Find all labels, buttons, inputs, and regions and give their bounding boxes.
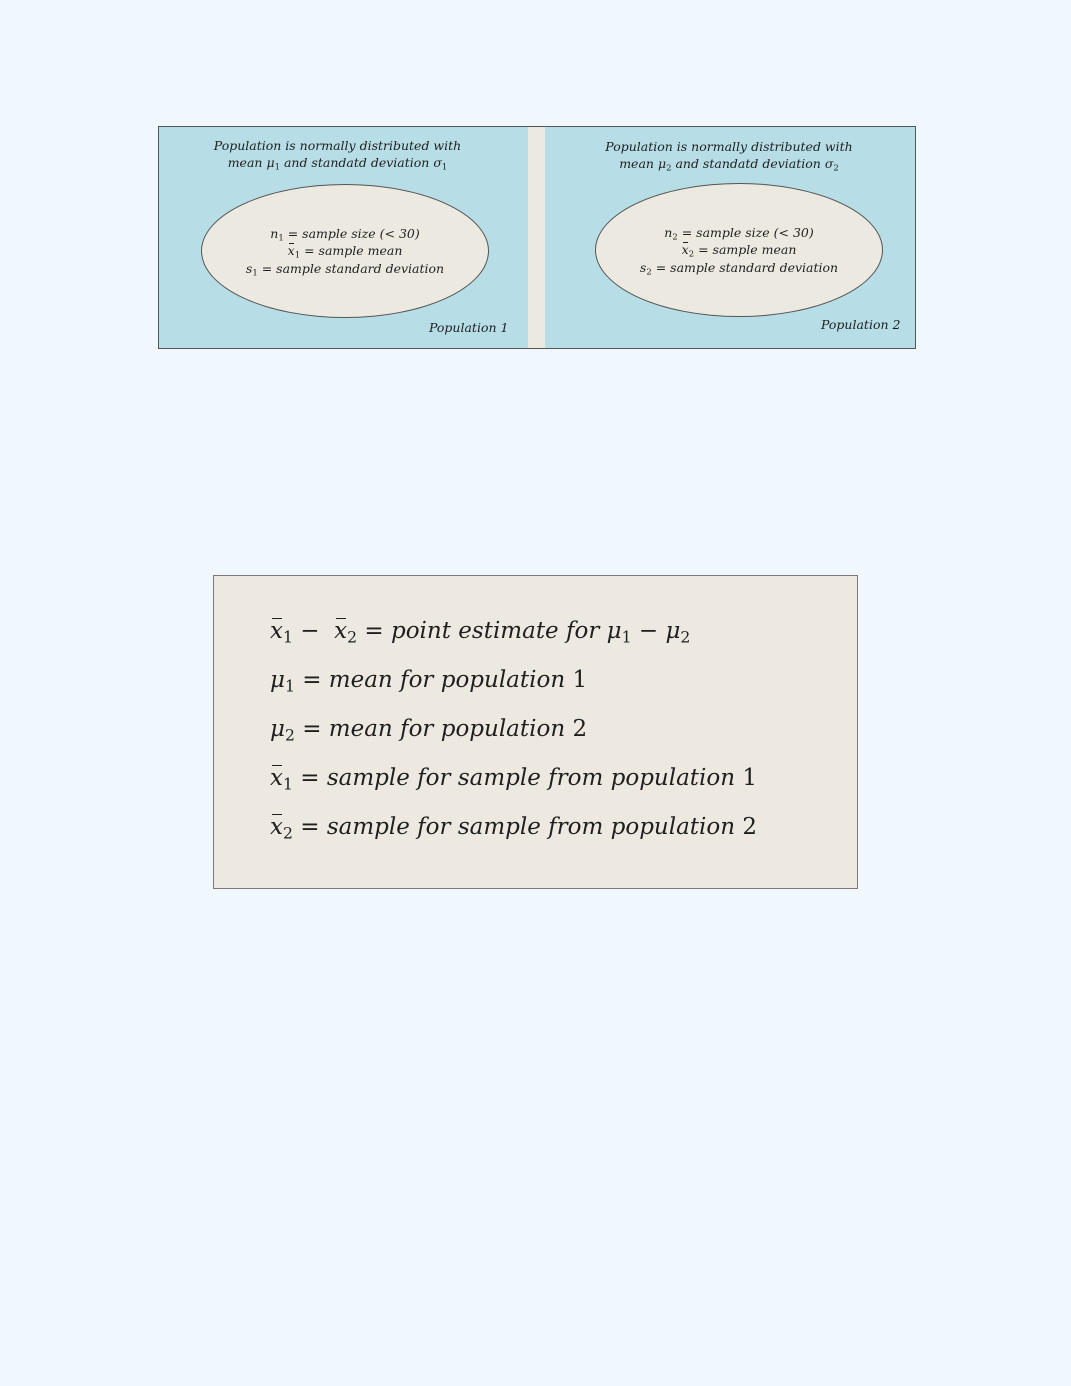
population-2-description-line2: mean $\mu_2$ and standatd deviation $\sigma_2$ [619,156,839,174]
sample-1-ellipse [201,184,489,318]
population-2-description [545,138,915,172]
sample-1-mean: $x_1$ = sample mean [287,243,403,261]
population-1-label: Population 1 [429,320,509,335]
sample-1-size: $n_1$ = sample size (< 30) [270,225,420,244]
population-1-panel [159,127,528,348]
population-1-description [159,137,528,171]
definition-point-estimate: $x_1 - x_2$ = point estimate for $\mu_1 - \mu_2$ [270,618,691,647]
sample-2-ellipse [595,183,883,317]
population-2-description-line1: Population is normally distributed with [605,139,853,154]
population-1-description-line1: Population is normally distributed with [213,138,462,153]
definition-xbar-2: $x_2$ = sample for sample from population 2 [270,814,758,843]
sample-1-std-dev: $s_1$ = sample standard deviation [245,260,445,279]
population-2-label: Population 2 [821,317,901,332]
sample-2-mean: $x_2$ = sample mean [681,242,797,260]
definition-mu-1: $\mu_1$ = mean for population 1 [270,667,588,696]
definition-xbar-1: $x_1$ = sample for sample from population 1 [270,765,758,794]
definition-mu-2: $\mu_2$ = mean for population 2 [270,716,588,745]
sample-2-std-dev: $s_2$ = sample standard deviation [639,259,839,278]
sample-2-size: $n_2$ = sample size (< 30) [664,224,814,243]
population-2-panel [545,127,915,348]
definitions-box [213,575,858,889]
two-population-figure [158,126,916,349]
population-1-description-line2: mean $\mu_1$ and standatd deviation $\sigma_1$ [227,155,448,173]
